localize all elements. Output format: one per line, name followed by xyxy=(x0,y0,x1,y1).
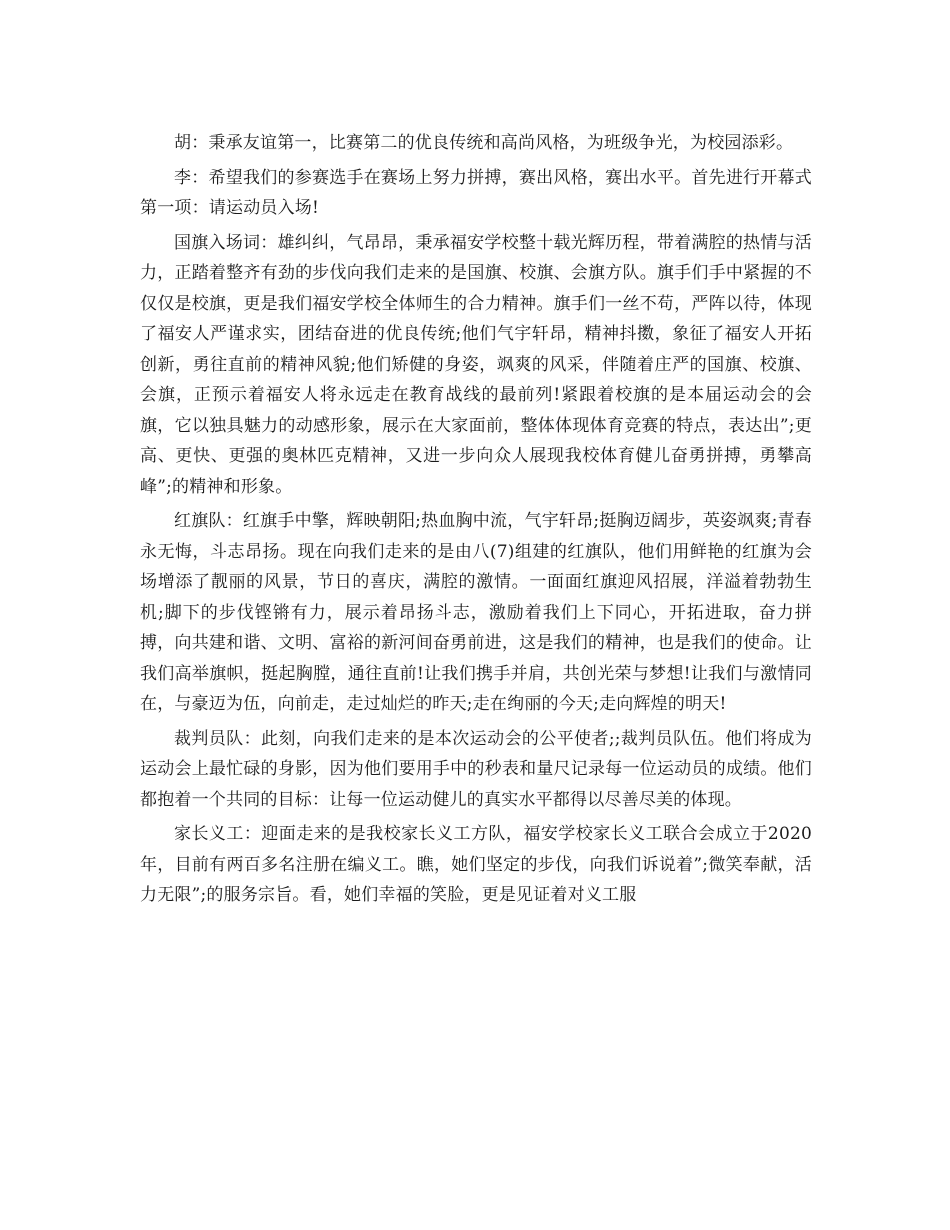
paragraph-parent-volunteers: 家长义工：迎面走来的是我校家长义工方队，福安学校家长义工联合会成立于2020年，目前有两百多名注册在编义工。瞧，她们坚定的步伐，向我们诉说着”;微笑奉献，活力无限”;的服务宗旨。看，她们幸福的笑脸，更是见证着对义工服 xyxy=(140,824,812,905)
paragraph-referee-team: 裁判员队：此刻，向我们走来的是本次运动会的公平使者;;裁判员队伍。他们将成为运动会上最忙碌的身影，因为他们要用手中的秒表和量尺记录每一位运动员的成绩。他们都抱着一个共同的目标：让每一位运动健儿的真实水平都得以尽善尽美的体现。 xyxy=(140,728,812,810)
paragraph-national-flag-entry: 国旗入场词：雄纠纠，气昂昂，秉承福安学校整十载光辉历程，带着满腔的热情与活力，正踏着整齐有劲的步伐向我们走来的是国旗、校旗、会旗方队。旗手们手中紧握的不仅仅是校旗，更是我们福安学校全体师生的合力精神。旗手们一丝不苟，严阵以待，体现了福安人严谨求实，团结奋进的优良传统;他们气宇轩昂，精神抖擞，象征了福安人开拓创新，勇往直前的精神风貌;他们矫健的身姿，飒爽的风采，伴随着庄严的国旗、校旗、会旗，正预示着福安人将永远走在教育战线的最前列!紧跟着校旗的是本届运动会的会旗，它以独具魅力的动感形象，展示在大家面前，整体体现体育竞赛的特点，表达出”;更高、更快、更强的奥林匹克精神，又进一步向众人展现我校体育健儿奋勇拼搏，勇攀高峰”;的精神和形象。 xyxy=(140,232,812,497)
paragraph-li-opening: 李：希望我们的参赛选手在赛场上努力拼搏，赛出风格，赛出水平。首先进行开幕式第一项：请运动员入场! xyxy=(140,167,812,218)
paragraph-hu-closing: 胡：秉承友谊第一，比赛第二的优良传统和高尚风格，为班级争光，为校园添彩。 xyxy=(174,133,794,153)
paragraph-red-flag-team: 红旗队：红旗手中擎，辉映朝阳;热血胸中流，气宇轩昂;挺胸迈阔步，英姿飒爽;青春永无悔，斗志昂扬。现在向我们走来的是由八(7)组建的红旗队，他们用鲜艳的红旗为会场增添了靓丽的风景，节日的喜庆，满腔的激情。一面面红旗迎风招展，洋溢着勃勃生机;脚下的步伐铿锵有力，展示着昂扬斗志，激励着我们上下同心，开拓进取，奋力拼搏，向共建和谐、文明、富裕的新河间奋勇前进，这是我们的精神，也是我们的使命。让我们高举旗帜，挺起胸膛，通往直前!让我们携手并肩，共创光荣与梦想!让我们与激情同在，与豪迈为伍，向前走，走过灿烂的昨天;走在绚丽的今天;走向辉煌的明天! xyxy=(140,511,812,714)
document-body xyxy=(140,128,812,915)
